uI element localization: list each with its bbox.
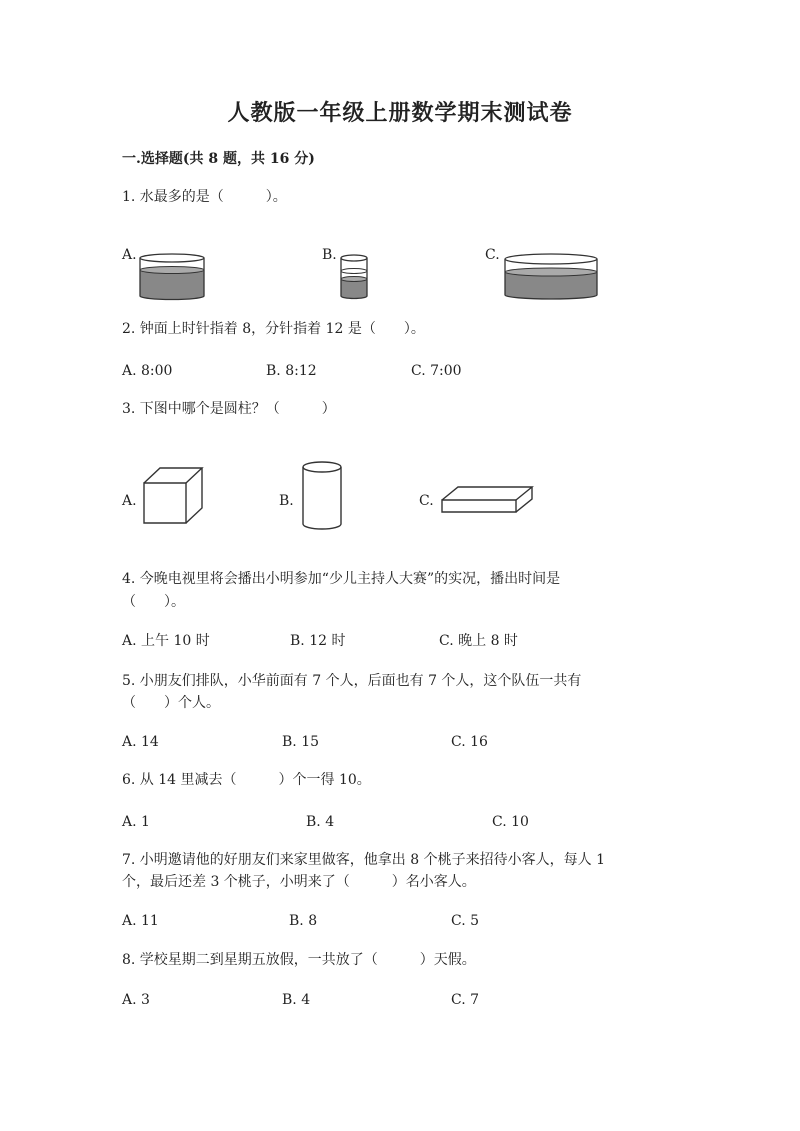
question-8-stem: 8. 学校星期二到星期五放假，一共放了（ ）天假。 — [122, 952, 476, 968]
question-3-option-a[interactable]: A. — [122, 493, 137, 509]
question-1-option-a[interactable]: A. — [122, 247, 137, 263]
question-4-stem-line1: 4. 今晚电视里将会播出小明参加“少儿主持人大赛”的实况，播出时间是 — [122, 571, 561, 587]
question-8-option-a[interactable]: A. 3 — [122, 992, 150, 1008]
question-4-stem-line2: （ ）。 — [122, 594, 185, 610]
question-7-option-a[interactable]: A. 11 — [122, 913, 159, 929]
section-heading: 一.选择题(共 8 题，共 16 分) — [122, 151, 315, 167]
question-7-stem-line2: 个，最后还差 3 个桃子，小明来了（ ）名小客人。 — [122, 874, 476, 890]
question-8-option-c[interactable]: C. 7 — [451, 992, 480, 1008]
question-4-option-b[interactable]: B. 12 时 — [290, 633, 346, 649]
page-title: 人教版一年级上册数学期末测试卷 — [227, 100, 573, 126]
question-6-option-a[interactable]: A. 1 — [122, 814, 150, 830]
question-5-stem-line1: 5. 小朋友们排队，小华前面有 7 个人，后面也有 7 个人，这个队伍一共有 — [122, 673, 582, 689]
question-7-option-b[interactable]: B. 8 — [289, 913, 318, 929]
question-4-option-c[interactable]: C. 晚上 8 时 — [439, 633, 518, 649]
question-1-option-b[interactable]: B. — [322, 247, 337, 263]
question-4-option-a[interactable]: A. 上午 10 时 — [122, 633, 210, 649]
question-7-option-c[interactable]: C. 5 — [451, 913, 480, 929]
question-5-option-a[interactable]: A. 14 — [122, 734, 159, 750]
question-2-stem: 2. 钟面上时针指着 8，分针指着 12 是（ ）。 — [122, 321, 425, 337]
question-1-stem: 1. 水最多的是（ ）。 — [122, 189, 287, 205]
question-5-option-b[interactable]: B. 15 — [282, 734, 320, 750]
question-2-option-a[interactable]: A. 8:00 — [122, 363, 173, 379]
question-8-option-b[interactable]: B. 4 — [282, 992, 311, 1008]
container-a-figure — [138, 250, 208, 302]
cube-figure — [142, 465, 204, 527]
question-1-option-c[interactable]: C. — [485, 247, 500, 263]
question-3-option-b[interactable]: B. — [279, 493, 294, 509]
question-5-option-c[interactable]: C. 16 — [451, 734, 488, 750]
cuboid-figure — [440, 484, 534, 516]
question-6-stem: 6. 从 14 里减去（ ）个一得 10。 — [122, 772, 371, 788]
cylinder-figure — [300, 460, 344, 532]
question-5-stem-line2: （ ）个人。 — [122, 695, 220, 711]
question-2-option-c[interactable]: C. 7:00 — [411, 363, 462, 379]
container-b-figure — [339, 252, 371, 302]
question-3-stem: 3. 下图中哪个是圆柱？（ ） — [122, 401, 336, 417]
question-6-option-c[interactable]: C. 10 — [492, 814, 529, 830]
question-7-stem-line1: 7. 小明邀请他的好朋友们来家里做客，他拿出 8 个桃子来招待小客人，每人 1 — [122, 852, 605, 868]
question-2-option-b[interactable]: B. 8:12 — [266, 363, 317, 379]
question-3-option-c[interactable]: C. — [419, 493, 434, 509]
container-c-figure — [503, 250, 601, 302]
question-6-option-b[interactable]: B. 4 — [306, 814, 335, 830]
